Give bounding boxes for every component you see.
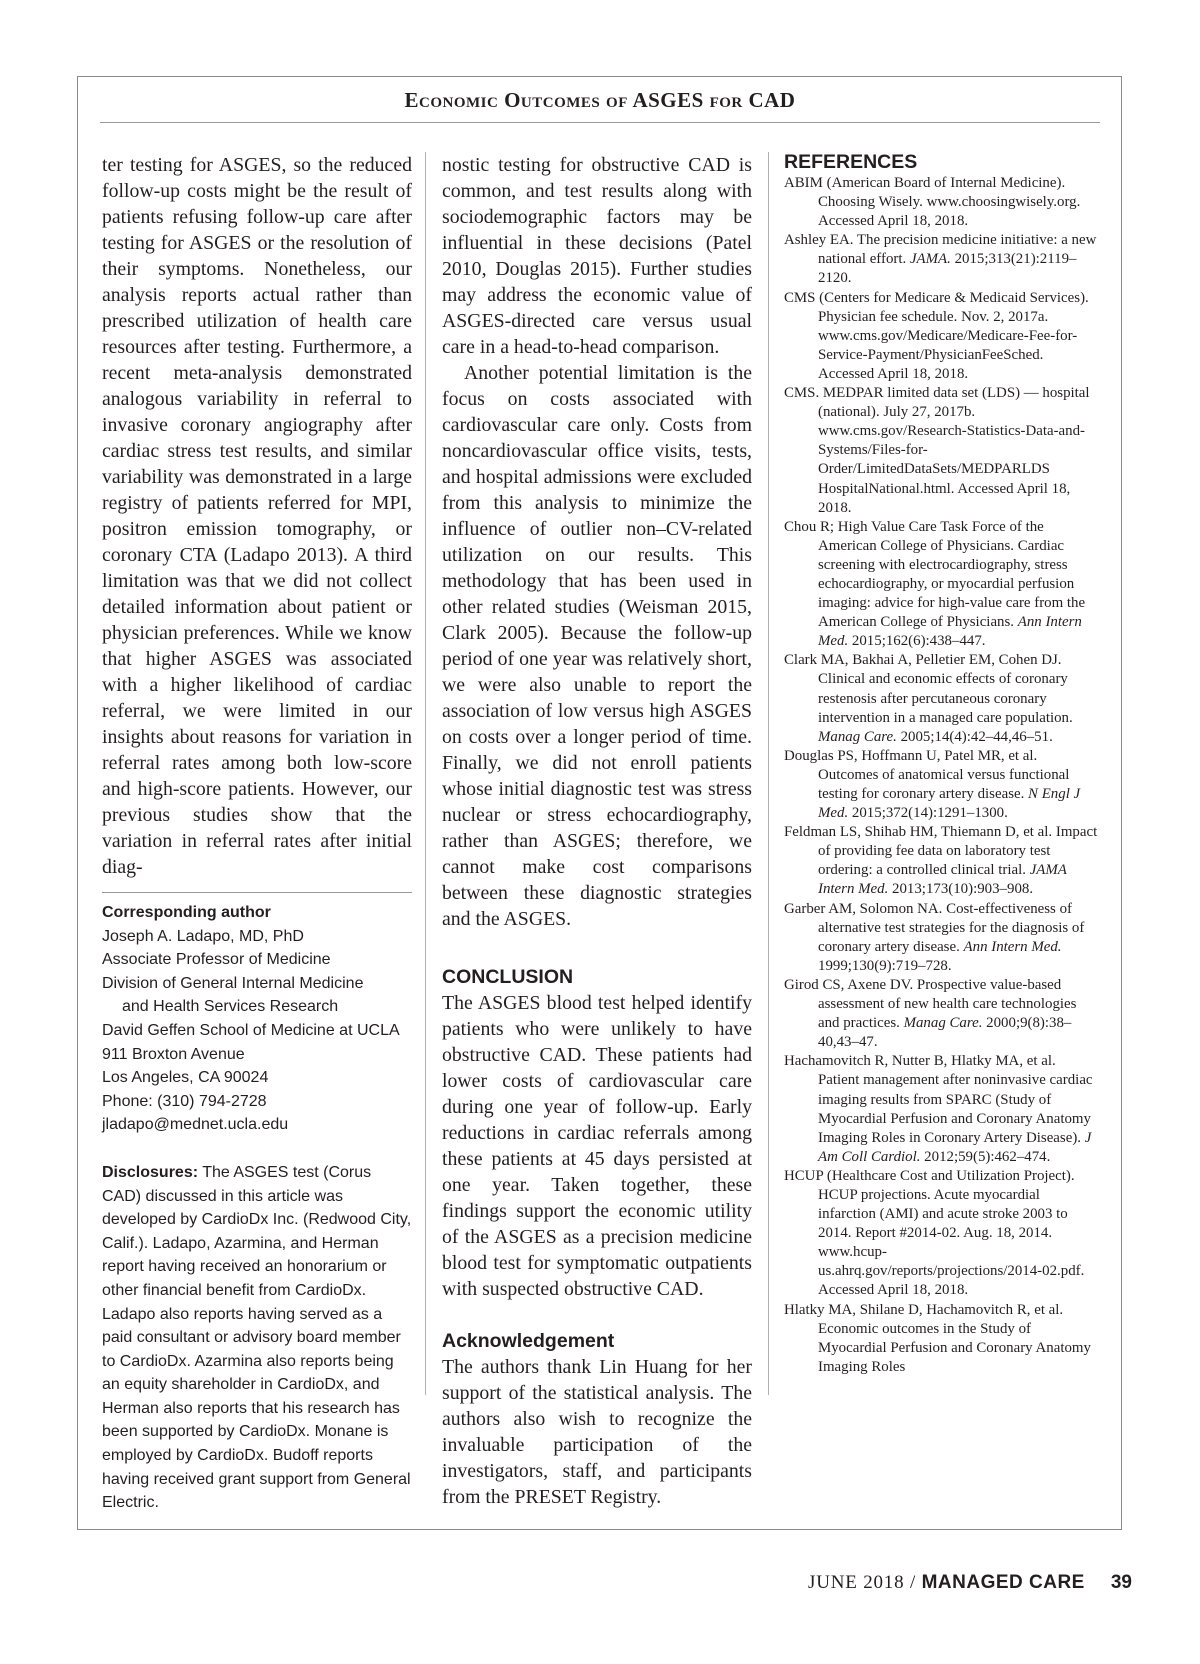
author-division-cont: and Health Services Research [122,998,339,1016]
disclosures-text: The ASGES test (Corus CAD) discussed in this article was developed by CardioDx Inc. (Redwood City, Calif.). Ladapo, Azarmina, and Herman report having received an honorarium or other financial benefit from CardioDx. Ladapo also reports having served as a paid consultant or advisory board member to CardioDx. Azarmina also reports being an equity shareholder in CardioDx, and Herman also reports that his research has been supported by CardioDx. Monane is employed by CardioDx. Budoff reports having received grant support from General Electric. [102,1163,412,1512]
reference-item: ABIM (American Board of Internal Medicine). Choosing Wisely. www.choosingwisely.org. Accessed April 18, 2018. [784,175,1081,230]
references-heading: REFERENCES [784,151,918,173]
corresponding-author-title: Corresponding author [102,904,271,921]
reference-item: CMS. MEDPAR limited data set (LDS) — hospital (national). July 27, 2017b. www.cms.gov/Research-Statistics-Data-and-Systems/Files-for-Order/LimitedDataSets/MEDPARLDS HospitalNational.html. Accessed April 18, 2018. [784,385,1090,516]
reference-item: Clark MA, Bakhai A, Pelletier EM, Cohen DJ. Clinical and economic effects of coronary restenosis after percutaneous coronary intervention in a managed care population. Manag Care. 2005;14(4):42–44,46–51. [784,652,1073,745]
column-1 [102,152,412,1515]
author-school: David Geffen School of Medicine at UCLA [102,1021,400,1039]
acknowledgement-heading: Acknowledgement [442,1330,615,1352]
author-street: 911 Broxton Avenue [102,1045,245,1063]
author-city: Los Angeles, CA 90024 [102,1069,269,1087]
conclusion-paragraph: The ASGES blood test helped identify patients who were unlikely to have obstructive CAD. These patients had lower costs of cardiovascular care during one year of follow-up. Early reductions in cardiac referrals among these patients at 45 days persisted at one year. Taken together, these findings support the economic utility of the ASGES as a precision medicine blood test for symptomatic outpatients with suspected obstructive CAD. [442,992,752,1300]
reference-item: Hachamovitch R, Nutter B, Hlatky MA, et al. Patient management after noninvasive cardiac imaging results from SPARC (Study of Myocardial Perfusion and Coronary Anatomy Imaging Roles in Coronary Artery Disease). J Am Coll Cardiol. 2012;59(5):462–474. [784,1053,1093,1165]
reference-item: Girod CS, Axene DV. Prospective value-based assessment of new health care technologies and practices. Manag Care. 2000;9(8):38–40,43–47. [784,976,1077,1051]
body-paragraph: nostic testing for obstructive CAD is common, and test results along with sociodemographic factors may be influential in these decisions (Patel 2010, Douglas 2015). Further studies may address the economic value of ASGES-directed care versus usual care in a head-to-head comparison. [442,154,752,358]
reference-item: CMS (Centers for Medicare & Medicaid Services). Physician fee schedule. Nov. 2, 2017a. www.cms.gov/Medicare/Medicare-Fee-for-Service-Payment/PhysicianFeeSched. Accessed April 18, 2018. [784,289,1089,382]
reference-item: Chou R; High Value Care Task Force of the American College of Physicians. Cardiac screening with electrocardiography, stress echocardiography, or myocardial perfusion imaging: advice for high-value care from the American College of Physicians. Ann Intern Med. 2015;162(6):438–447. [784,518,1086,650]
page-number: 39 [1110,1572,1132,1593]
issue-date: JUNE 2018 / [808,1572,922,1593]
author-division: Division of General Internal Medicine [102,974,364,992]
body-paragraph: Another potential limitation is the focus on costs associated with cardiovascular care only. Costs from noncardiovascular office visits, tests, and hospital admissions were excluded from this analysis to minimize the influence of outlier non–CV-related utilization on our results. This methodology that has been used in other related studies (Weisman 2015, Clark 2005). Because the follow-up period of one year was relatively short, we were also unable to report the association of low versus high ASGES on costs over a longer period of time. Finally, we did not enroll patients whose initial diagnostic test was stress nuclear or stress echocardiography, rather than ASGES; therefore, we cannot make cost comparisons between these diagnostic strategies and the ASGES. [442,362,752,930]
reference-item: Ashley EA. The precision medicine initiative: a new national effort. JAMA. 2015;313(21):2119–2120. [784,232,1097,287]
reference-item: Douglas PS, Hoffmann U, Patel MR, et al. Outcomes of anatomical versus functional testing for coronary artery disease. N Engl J Med. 2015;372(14):1291–1300. [784,747,1081,822]
references-column [784,152,1098,1377]
column-divider-2 [768,152,769,1395]
disclosures-label: Disclosures: [102,1163,199,1181]
body-paragraph: ter testing for ASGES, so the reduced follow-up costs might be the result of patients refusing follow-up care after testing for ASGES or the resolution of their symptoms. Nonetheless, our analysis reports actual rather than prescribed utilization of health care resources after testing. Furthermore, a recent meta-analysis demonstrated analogous variability in referral to invasive coronary angiography after cardiac stress test results, and similar variability was demonstrated in a large registry of patients referred for MPI, positron emission tomography, or coronary CTA (Ladapo 2013). A third limitation was that we did not collect detailed information about patient or physician preferences. While we know that higher ASGES was associated with a higher likelihood of cardiac referral, we were limited in our insights about reasons for variation in referral rates among both low-score and high-score patients. However, our previous studies show that the variation in referral rates after initial diag- [102,154,412,878]
page-footer [808,1572,1132,1594]
corresponding-rule [102,892,412,893]
author-name: Joseph A. Ladapo, MD, PhD [102,927,304,945]
acknowledgement-paragraph: The authors thank Lin Huang for her support of the statistical analysis. The authors also wish to recognize the invaluable participation of the investigators, staff, and participants from the PRESET Registry. [442,1356,752,1508]
journal-name: MANAGED CARE [921,1572,1085,1593]
reference-item: Hlatky MA, Shilane D, Hachamovitch R, et al. Economic outcomes in the Study of Myocardial Perfusion and Coronary Anatomy Imaging Roles [784,1301,1091,1375]
author-position: Associate Professor of Medicine [102,951,331,969]
running-head: Economic Outcomes of ASGES for CAD [404,88,796,112]
author-email: jladapo@mednet.ucla.edu [102,1116,289,1134]
header-rule [100,122,1100,123]
column-divider-1 [425,152,426,1395]
conclusion-heading: CONCLUSION [442,966,574,988]
corresponding-author-block [102,901,412,1137]
reference-item: Feldman LS, Shihab HM, Thiemann D, et al. Impact of providing fee data on laboratory test ordering: a controlled clinical trial. JAMA Intern Med. 2013;173(10):903–908. [784,824,1098,898]
column-2 [442,152,752,1510]
reference-item: HCUP (Healthcare Cost and Utilization Project). HCUP projections. Acute myocardial infarction (AMI) and acute stroke 2003 to 2014. Report #2014-02. Aug. 18, 2014. www.hcup-us.ahrq.gov/reports/projections/2014-02.pdf. Accessed April 18, 2018. [784,1167,1085,1299]
author-phone: Phone: (310) 794-2728 [102,1092,267,1110]
reference-item: Garber AM, Solomon NA. Cost-effectiveness of alternative test strategies for the diagnosis of coronary artery disease. Ann Intern Med. 1999;130(9):719–728. [784,900,1085,974]
disclosures-block [102,1161,412,1515]
